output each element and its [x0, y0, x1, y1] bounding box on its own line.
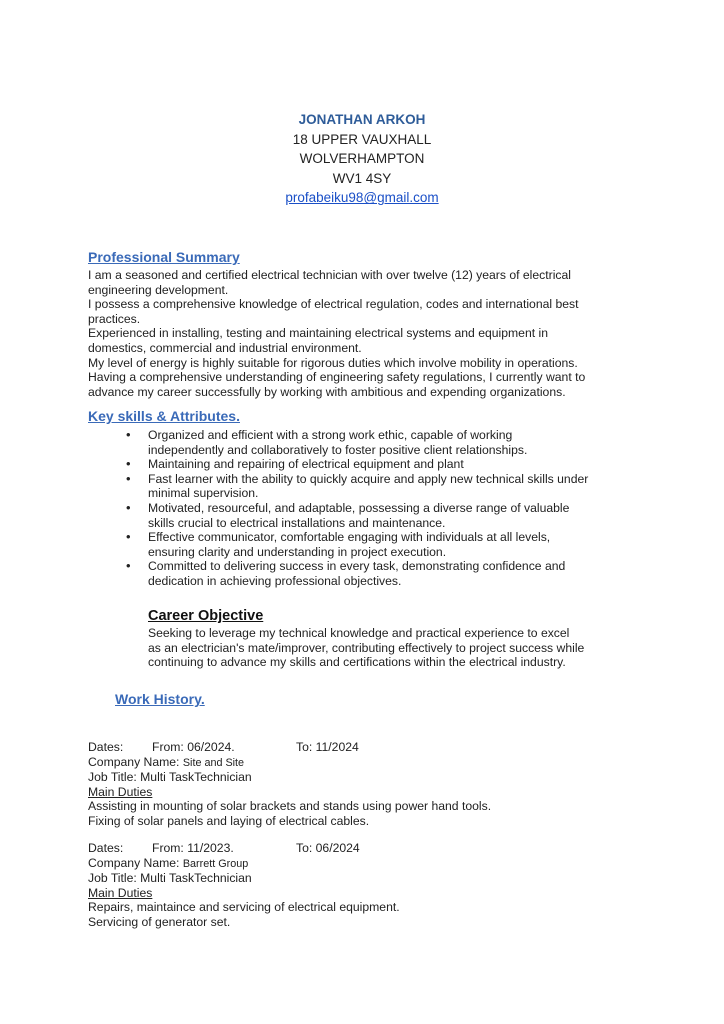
address-line-2: WOLVERHAMPTON [299, 151, 425, 167]
candidate-name: JONATHAN ARKOH [298, 112, 426, 127]
list-item [148, 457, 648, 472]
skill-line: • Organized and efficient with a strong work ethic, capable of working [148, 428, 513, 442]
main-duties-heading: Main Duties [88, 784, 153, 799]
company-label: Company Name: [88, 855, 180, 870]
summary-line: advance my career successfully by working with ambitious and expending organizations. [88, 384, 566, 399]
career-objective-heading: Career Objective [148, 608, 264, 624]
postcode: WV1 4SY [332, 170, 392, 186]
summary-body [88, 268, 648, 399]
skill-line: minimal supervision. [148, 486, 259, 501]
skill-line: • Motivated, resourceful, and adaptable, possessing a diverse range of valuable [148, 500, 570, 515]
job-title: Job Title: Multi TaskTechnician [88, 770, 252, 785]
summary-line: Experienced in installing, testing and maintaining electrical systems and equipment in [88, 326, 548, 341]
work-history-heading: Work History. [115, 691, 205, 707]
duty-line: Repairs, maintaince and servicing of electrical equipment. [88, 900, 400, 915]
skill-line: dedication in achieving professional objectives. [148, 573, 402, 588]
list-item [148, 530, 648, 559]
list-item [148, 501, 648, 530]
skills-list [148, 428, 648, 589]
summary-line: practices. [88, 311, 141, 326]
email-link[interactable]: profabeiku98@gmail.com [285, 190, 439, 206]
dates-label: Dates: [88, 841, 124, 855]
summary-line: I possess a comprehensive knowledge of electrical regulation, codes and international best [88, 297, 579, 312]
company-name: Barrett Group [182, 857, 249, 870]
dates-label: Dates: [88, 740, 124, 754]
duty-line: Servicing of generator set. [88, 914, 231, 929]
list-item [148, 559, 648, 588]
skill-line: • Fast learner with the ability to quickly acquire and apply new technical skills under [148, 471, 589, 486]
skill-line: • Maintaining and repairing of electrical equipment and plant [148, 457, 464, 472]
job-title: Job Title: Multi TaskTechnician [88, 871, 252, 886]
skills-heading: Key skills & Attributes. [88, 408, 240, 424]
date-to: To: 06/2024 [296, 841, 360, 855]
list-item [148, 428, 648, 457]
contact-header [0, 110, 724, 208]
company-row [88, 856, 648, 872]
duty-line: Assisting in mounting of solar brackets and stands using power hand tools. [88, 799, 492, 814]
date-to: To: 11/2024 [296, 740, 359, 754]
date-from: From: 11/2023. [152, 841, 234, 855]
company-name: Site and Site [182, 756, 245, 769]
summary-line: domestics, commercial and industrial environment. [88, 340, 362, 355]
address-line-1: 18 UPPER VAUXHALL [292, 131, 432, 147]
company-label: Company Name: [88, 754, 180, 769]
skill-line: • Committed to delivering success in every task, demonstrating confidence and [148, 559, 566, 574]
skill-line: ensuring clarity and understanding in project execution. [148, 544, 447, 559]
company-row [88, 755, 648, 771]
career-line: continuing to advance my skills and certifications within the electrical industry. [148, 655, 566, 670]
career-line: as an electrician's mate/improver, contributing effectively to project success while [148, 640, 585, 655]
main-duties-heading: Main Duties [88, 885, 153, 900]
summary-line: Having a comprehensive understanding of engineering safety regulations, I currently want to [88, 370, 586, 385]
summary-heading: Professional Summary [88, 249, 240, 265]
skill-line: • Effective communicator, comfortable engaging with individuals at all levels, [148, 530, 551, 545]
list-item [148, 472, 648, 501]
job-entry [88, 841, 648, 930]
career-line: Seeking to leverage my technical knowledge and practical experience to excel [148, 626, 570, 640]
skill-line: skills crucial to electrical installations and maintenance. [148, 515, 446, 530]
skill-line: independently and collaboratively to foster positive client relationships. [148, 442, 528, 457]
summary-line: I am a seasoned and certified electrical technician with over twelve (12) years of electrical [88, 268, 571, 282]
job-dates [88, 740, 648, 755]
duty-line: Fixing of solar panels and laying of electrical cables. [88, 813, 370, 828]
career-objective-body [148, 626, 638, 670]
job-entry [88, 740, 648, 829]
job-dates [88, 841, 648, 856]
summary-line: My level of energy is highly suitable for rigorous duties which involve mobility in operations. [88, 355, 578, 370]
date-from: From: 06/2024. [152, 740, 235, 754]
summary-line: engineering development. [88, 282, 229, 297]
